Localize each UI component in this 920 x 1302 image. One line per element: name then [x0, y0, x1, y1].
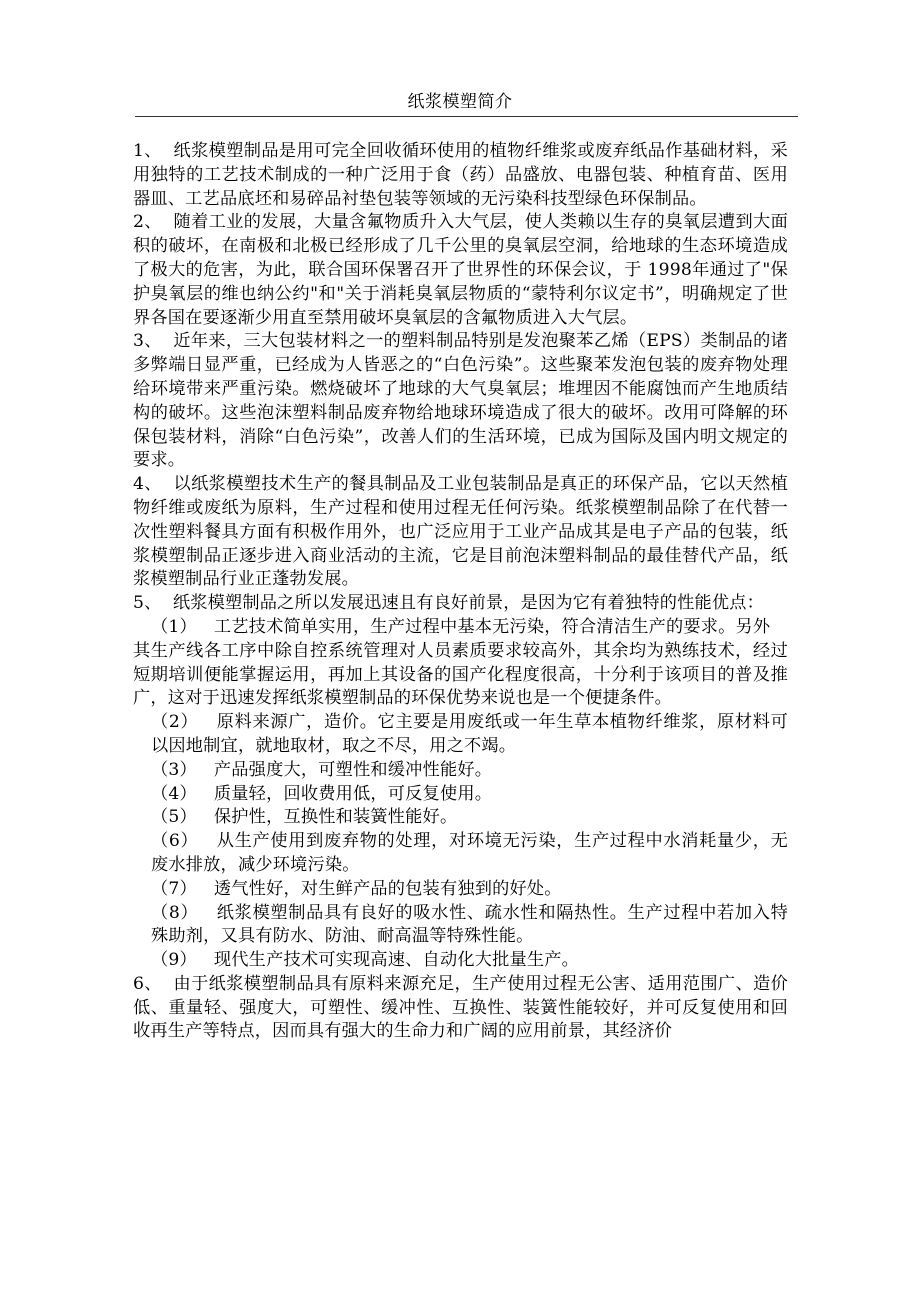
list-item-1: （1） 工艺技术简单实用，生产过程中基本无污染，符合清洁生产的要求。另外 [151, 616, 771, 637]
list-item-9: （9） 现代生产技术可实现高速、自动化大批量生产。 [151, 950, 580, 971]
paragraph-4: 4、 以纸浆模塑技术生产的餐具制品及工业包装制品是真正的环保产品，它以天然植物纤维或废纸为原料，生产过程和使用过程无任何污染。纸浆模塑制品除了在代替一次性塑料餐具方面有积极作用外，也广泛应用于工业产品成其是电子产品的包装，纸浆模塑制品正逐步进入商业活动的主流，它是目前泡沫塑料制品的最佳替代产品，纸浆模塑制品行业正蓬勃发展。 [133, 474, 788, 590]
paragraph-1: 1、 纸浆模塑制品是用可完全回收循环使用的植物纤维浆或废弃纸品作基础材料，采用独特的工艺技术制成的一种广泛用于食（药）品盛放、电器包装、种植育苗、医用器皿、工艺品底坯和易碎品衬垫包装等领域的无污染科技型绿色环保制品。 [133, 141, 788, 209]
list-item-5: （5） 保护性，互换性和装簧性能好。 [151, 807, 458, 828]
page-title: 纸浆模塑简介 [407, 92, 513, 112]
list-item-6: （6） 从生产使用到废弃物的处理，对环境无污染，生产过程中水消耗量少，无 废水排放，减少环境污染。 [151, 831, 800, 875]
list-item-2: （2） 原料来源广，造价。它主要是用废纸或一年生草本植物纤维浆，原材料可 以因地制宜，就地取材，取之不尽，用之不竭。 [151, 712, 800, 756]
paragraph-2: 2、 随着工业的发展，大量含氟物质升入大气层，使人类赖以生存的臭氧层遭到大面积的破坏，在南极和北极已经形成了几千公里的臭氧层空洞，给地球的生态环境造成了极大的危害，为此，联合国环保署召开了世界性的环保会议，于 1998年通过了"保护臭氧层的维也纳公约"和"关于消耗臭氧层物质的“蒙特利尔议定书”，明确规定了世界各国在要逐渐少用直至禁用破坏臭氧层的含氟物质进入大气层。 [133, 212, 788, 328]
list-item-7: （7） 透气性好，对生鲜产品的包装有独到的好处。 [151, 878, 562, 899]
header-divider [135, 116, 798, 117]
list-item-3: （3） 产品强度大，可塑性和缓冲性能好。 [151, 759, 493, 780]
list-item-1-continued: 其生产线各工序中除自控系统管理对人员素质要求较高外，其余均为熟练技术，经过短期培训便能掌握运用，再加上其设备的国产化程度很高，十分利于该项目的普及推广，这对于迅速发挥纸浆模塑制品的环保优势来说也是一个便捷条件。 [133, 640, 788, 709]
list-item-4: （4） 质量轻，回收费用低，可反复使用。 [151, 783, 493, 804]
paragraph-6: 6、 由于纸浆模塑制品具有原料来源充足，生产使用过程无公害、适用范围广、造价低、重量轻、强度大，可塑性、缓冲性、互换性、装簧性能较好，并可反复使用和回收再生产等特点，因而具有强大的生命力和广阔的应用前景，其经济价 [133, 973, 788, 1042]
document-body [133, 140, 800, 1044]
list-item-8: （8） 纸浆模塑制品具有良好的吸水性、疏水性和隔热性。生产过程中若加入特 殊助剂，又具有防水、防油、耐高温等特殊性能。 [151, 902, 800, 947]
paragraph-5: 5、 纸浆模塑制品之所以发展迅速且有良好前景，是因为它有着独特的性能优点： [133, 593, 765, 614]
paragraph-3: 3、 近年来，三大包装材料之一的塑料制品特别是发泡聚苯乙烯（EPS）类制品的诸多弊端日显严重，已经成为人皆恶之的“白色污染”。这些聚苯发泡包装的废弃物处理给环境带来严重污染。燃烧破坏了地球的大气臭氧层；堆埋因不能腐蚀而产生地质结构的破坏。这些泡沫塑料制品废弃物给地球环境造成了很大的破坏。改用可降解的环保包装材料，消除“白色污染”，改善人们的生活环境，已成为国际及国内明文规定的要求。 [133, 331, 788, 471]
